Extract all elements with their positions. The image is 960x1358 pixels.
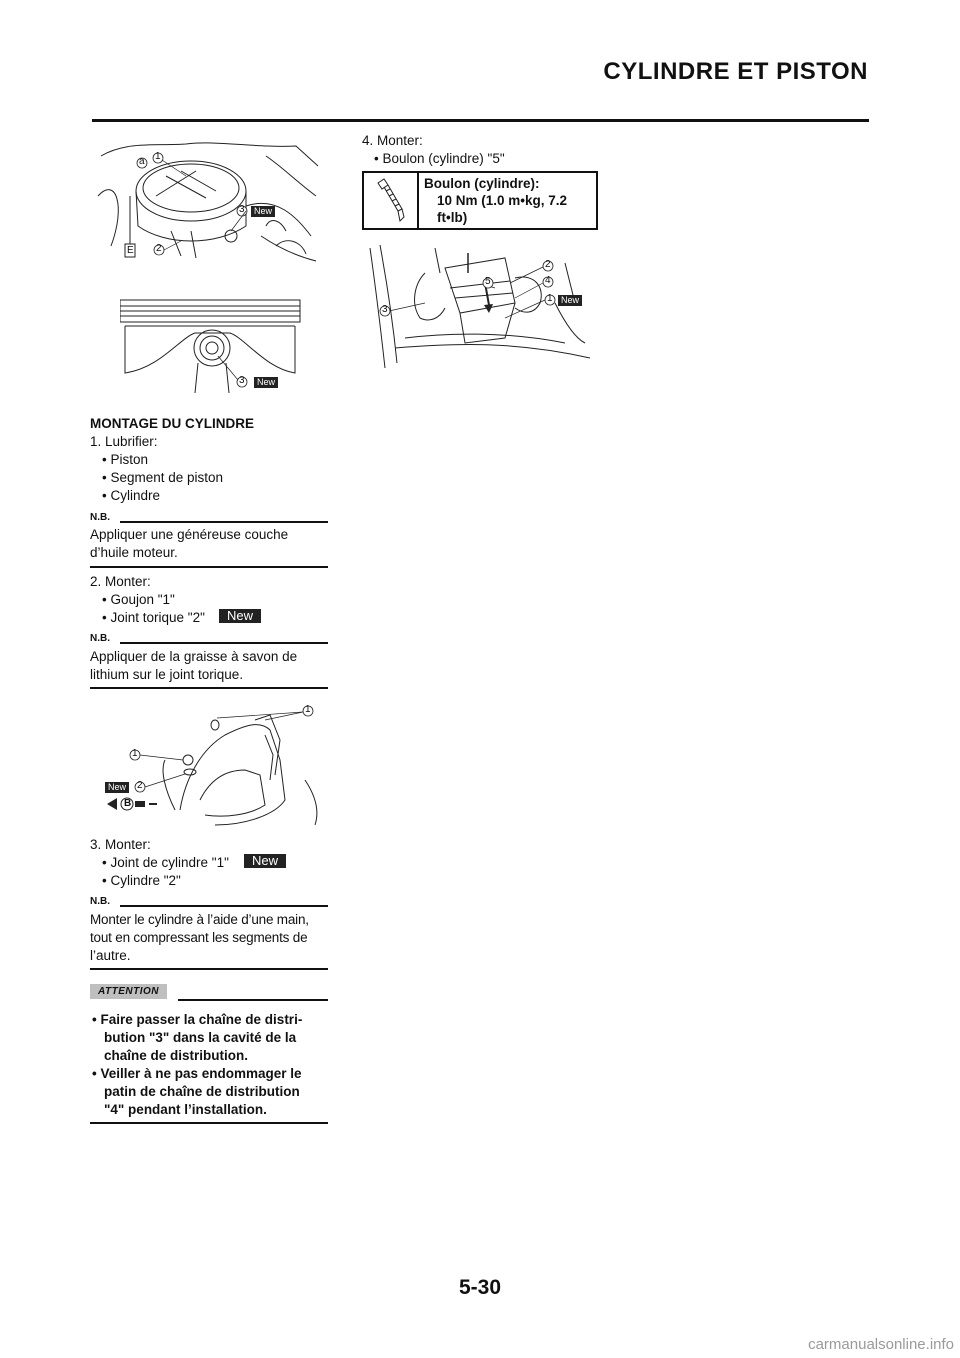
nb-rule [120,521,328,523]
callout-3-section: 3 [239,375,245,386]
callout-5: 5 [485,276,491,287]
bolt-icon [372,177,410,225]
step-1-item: • Segment de piston [102,470,224,485]
header-rule [92,119,869,122]
nb-label: N.B. [90,633,110,644]
figure-cylinder-bolt [365,243,600,371]
callout-a: a [139,156,145,167]
page-number: 5-30 [458,1276,502,1299]
callout-1: 1 [547,293,553,304]
nb-text: Monter le cylindre à l’aide d’une main, [90,912,309,927]
callout-1: 1 [305,704,311,715]
nb-label: N.B. [90,896,110,907]
attention-text: chaîne de distribution. [104,1048,249,1063]
callout-4: 4 [545,275,551,286]
page-title: CYLINDRE ET PISTON [603,58,868,85]
nb-text: lithium sur le joint torique. [90,667,244,682]
attention-text: "4" pendant l’installation. [104,1102,267,1117]
nb-end-rule [90,968,328,970]
callout-1: 1 [132,748,138,759]
attention-rule [178,999,328,1001]
figure-piston-install [96,136,321,271]
spec-title: Boulon (cylindre): [424,176,540,191]
attention-text: • Veiller à ne pas endommager le [92,1066,302,1081]
spec-value: ft•lb) [437,210,468,225]
torque-spec-box [362,171,598,230]
spec-value: 10 Nm (1.0 m•kg, 7.2 [437,193,568,208]
step-3-item: • Joint de cylindre "1" [102,855,229,870]
figure-piston-section [120,298,305,393]
nb-text: Appliquer une généreuse couche [90,527,289,542]
cylinder-gasket-drawing [105,700,325,830]
callout-3: 3 [239,204,245,215]
step-1-item: • Cylindre [102,488,160,503]
callout-2: 2 [156,243,162,254]
cylinder-bolt-drawing [365,243,600,371]
new-badge-fig4: New [558,295,582,306]
callout-2: 2 [545,259,551,270]
spec-divider [417,173,419,228]
callout-2: 2 [137,780,143,791]
nb-text: l’autre. [90,948,131,963]
attention-end-rule [90,1122,328,1124]
nb-rule [120,905,328,907]
callout-1: 1 [155,151,161,162]
attention-text: bution "3" dans la cavité de la [104,1030,297,1045]
step-4: 4. Monter: [362,133,423,148]
step-4-item: • Boulon (cylindre) "5" [374,151,505,166]
figure-cylinder-gasket [105,700,325,830]
new-badge-fig3: New [105,782,129,793]
step-1: 1. Lubrifier: [90,434,158,449]
attention-text: patin de chaîne de distribution [104,1084,300,1099]
new-badge-fig1: New [251,206,275,217]
callout-e: E [127,245,134,256]
new-badge-fig2: New [254,377,278,388]
step-2-item: • Joint torique "2" [102,610,205,625]
nb-text: d’huile moteur. [90,545,178,560]
callout-b: B [124,798,132,809]
attention-text: • Faire passer la chaîne de distri- [92,1012,303,1027]
watermark: carmanualsonline.info [808,1336,954,1353]
step-3-item: • Cylindre "2" [102,873,181,888]
step-2: 2. Monter: [90,574,151,589]
callout-3: 3 [382,304,388,315]
step-1-item: • Piston [102,452,148,467]
nb-label: N.B. [90,512,110,523]
new-badge-step2: New [219,609,261,623]
step-3: 3. Monter: [90,837,151,852]
nb-rule [120,642,328,644]
nb-text: Appliquer de la graisse à savon de [90,649,298,664]
new-badge-step3: New [244,854,286,868]
section-title: MONTAGE DU CYLINDRE [90,416,254,431]
attention-badge: ATTENTION [90,984,167,999]
nb-end-rule [90,566,328,568]
nb-end-rule [90,687,328,689]
step-2-item: • Goujon "1" [102,592,175,607]
nb-text: tout en compressant les segments de [90,930,308,945]
